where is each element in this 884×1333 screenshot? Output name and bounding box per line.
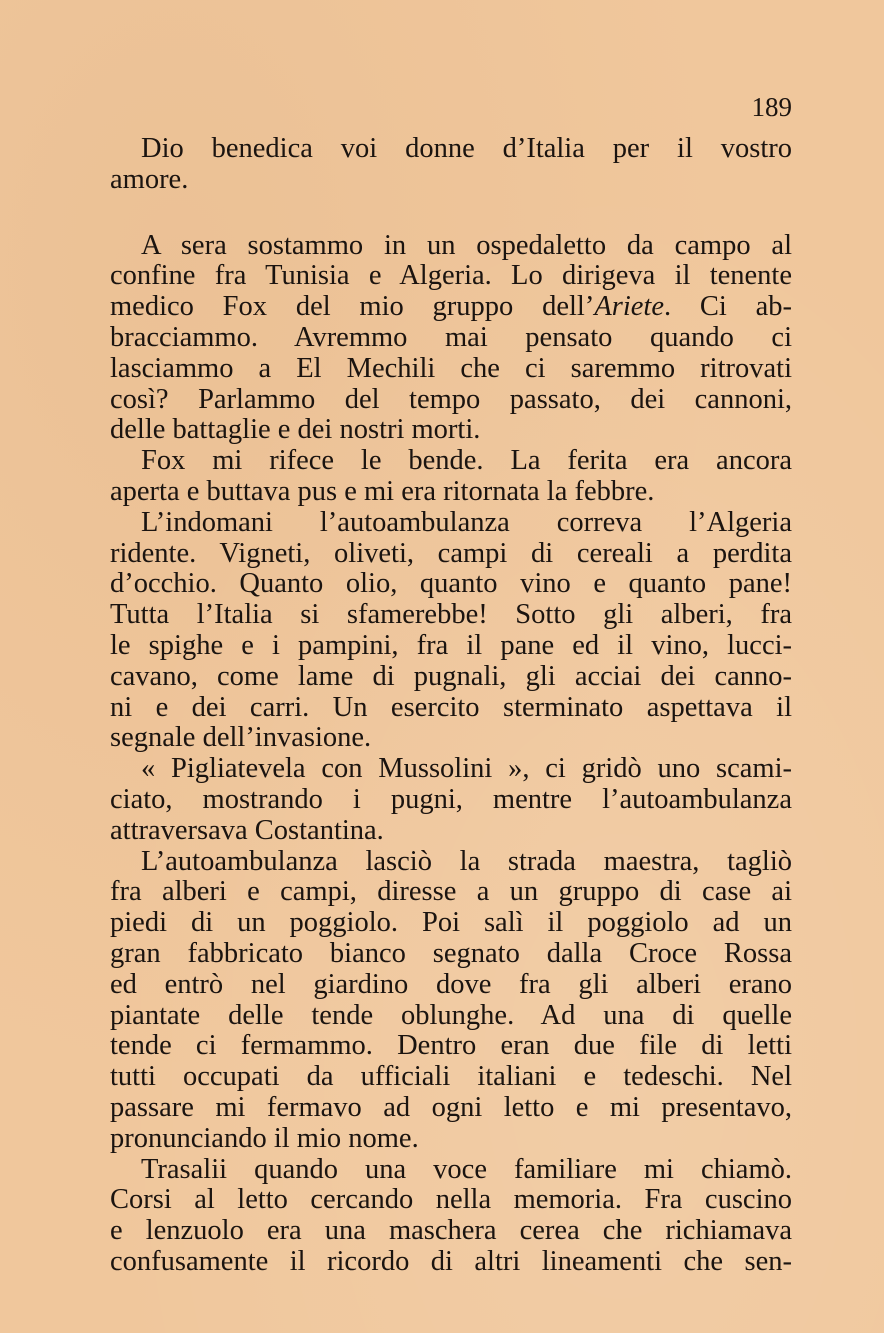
paragraph — [110, 847, 792, 1155]
text-line: medico Fox del mio gruppo dell’Ariete. Ci ab- — [110, 291, 792, 323]
text-line: così? Parlammo del tempo passato, dei cannoni, — [110, 383, 792, 415]
text-line: le spighe e i pampini, fra il pane ed il vino, lucci- — [110, 629, 792, 661]
paragraph — [110, 134, 792, 196]
text-line: Corsi al letto cercando nella memoria. Fra cuscino — [110, 1184, 792, 1216]
text-line: segnale dell’invasione. — [110, 722, 372, 754]
text-line: piantate delle tende oblunghe. Ad una di quelle — [110, 999, 792, 1031]
text-line: A sera sostammo in un ospedaletto da campo al — [141, 229, 792, 261]
paragraph — [110, 508, 792, 754]
text-line: ciato, mostrando i pugni, mentre l’autoambulanza — [110, 783, 792, 815]
text-line: Trasalii quando una voce familiare mi chiamò. — [141, 1153, 792, 1185]
text-line: ni e dei carri. Un esercito sterminato aspettava il — [110, 691, 792, 723]
text-line: L’autoambulanza lasciò la strada maestra, tagliò — [141, 845, 792, 877]
paragraph — [110, 446, 792, 508]
body-text — [110, 134, 792, 1278]
text-line: « Pigliatevela con Mussolini », ci gridò uno scami- — [141, 753, 792, 785]
text-line: aperta e buttava pus e mi era ritornata la febbre. — [110, 475, 655, 507]
text-line: L’indomani l’autoambulanza correva l’Algeria — [141, 506, 792, 538]
text-line: fra alberi e campi, diresse a un gruppo di case ai — [110, 876, 792, 908]
page-number: 189 — [751, 92, 792, 122]
text-line: e lenzuolo era una maschera cerea che richiamava — [110, 1215, 792, 1247]
text-line: amore. — [110, 163, 189, 195]
text-line: bracciammo. Avremmo mai pensato quando ci — [110, 321, 792, 353]
text-line: delle battaglie e dei nostri morti. — [110, 414, 481, 446]
text-line: ridente. Vigneti, oliveti, campi di cereali a perdita — [110, 537, 792, 569]
text-line: tutti occupati da ufficiali italiani e tedeschi. Nel — [110, 1061, 792, 1093]
text-line: tende ci fermammo. Dentro eran due file di letti — [110, 1030, 792, 1062]
text-line: confusamente il ricordo di altri lineamenti che sen- — [110, 1245, 792, 1277]
paragraph — [110, 231, 792, 447]
text-line: d’occhio. Quanto olio, quanto vino e quanto pane! — [110, 568, 792, 600]
text-line: confine fra Tunisia e Algeria. Lo dirigeva il tenente — [110, 260, 792, 292]
text-line: lasciammo a El Mechili che ci saremmo ritrovati — [110, 352, 792, 384]
text-line: cavano, come lame di pugnali, gli acciai dei canno- — [110, 660, 792, 692]
text-line: pronunciando il mio nome. — [110, 1122, 419, 1154]
text-line: Tutta l’Italia si sfamerebbe! Sotto gli alberi, fra — [110, 599, 792, 631]
text-line: attraversava Costantina. — [110, 814, 384, 846]
paragraph — [110, 754, 792, 846]
text-line: Fox mi rifece le bende. La ferita era ancora — [141, 445, 792, 477]
text-line: piedi di un poggiolo. Poi salì il poggiolo ad un — [110, 907, 792, 939]
text-line: passare mi fermavo ad ogni letto e mi presentavo, — [110, 1091, 792, 1123]
text-line: gran fabbricato bianco segnato dalla Croce Rossa — [110, 937, 792, 969]
text-line: ed entrò nel giardino dove fra gli alberi erano — [110, 968, 792, 1000]
paragraph — [110, 1155, 792, 1278]
text-line: Dio benedica voi donne d’Italia per il vostro — [141, 133, 792, 164]
